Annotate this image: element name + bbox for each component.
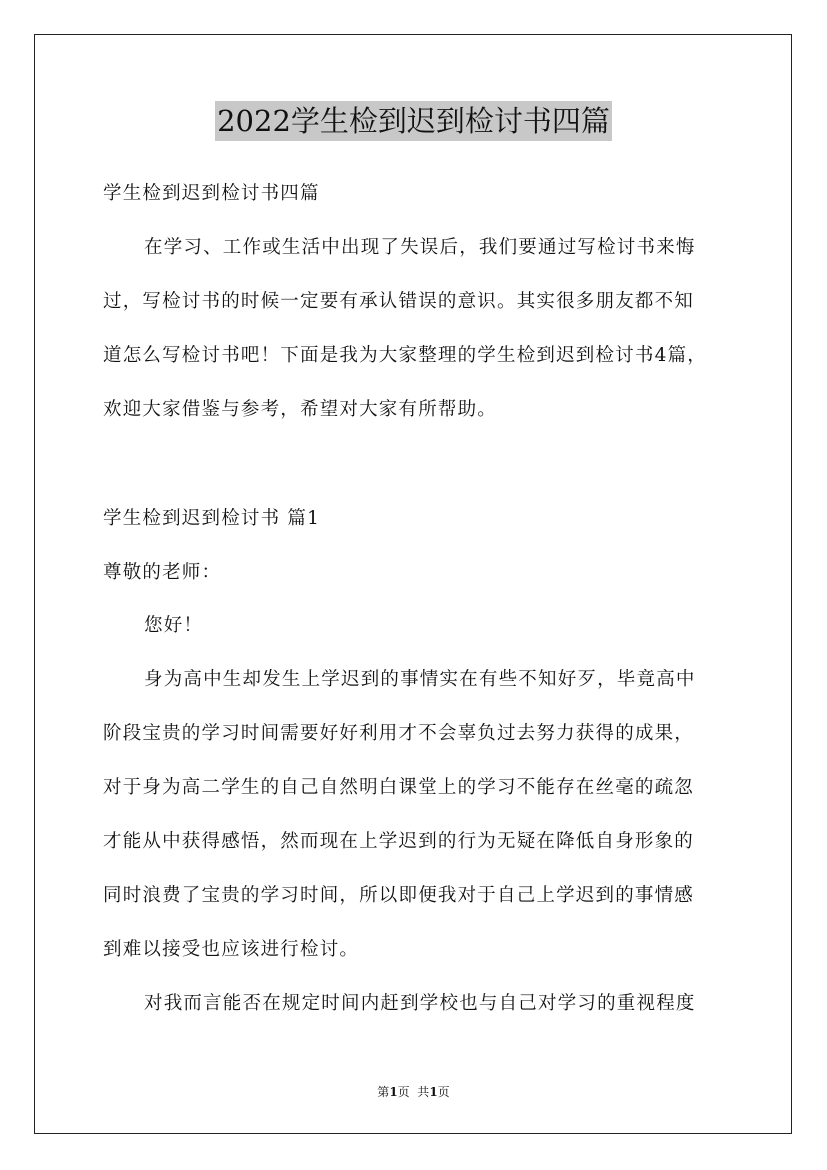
intro-line-3: 道怎么写检讨书吧！下面是我为大家整理的学生检到迟到检讨书4篇， bbox=[103, 345, 707, 366]
greeting: 您好！ bbox=[144, 615, 204, 636]
title-container bbox=[0, 101, 827, 141]
document-subtitle: 学生检到迟到检讨书四篇 bbox=[103, 183, 320, 204]
section-heading: 学生检到迟到检讨书 篇1 bbox=[103, 508, 321, 529]
body-line-6: 到难以接受也应该进行检讨。 bbox=[103, 939, 360, 960]
body-line-4: 才能从中获得感悟，然而现在上学迟到的行为无疑在降低自身形象的 bbox=[103, 831, 695, 852]
document-title: 2022学生检到迟到检讨书四篇 bbox=[215, 101, 612, 141]
intro-line-4: 欢迎大家借鉴与参考，希望对大家有所帮助。 bbox=[103, 399, 498, 420]
footer-mid: 页 共 bbox=[397, 1085, 430, 1099]
page-footer bbox=[0, 1084, 827, 1100]
body-line-7: 对我而言能否在规定时间内赶到学校也与自己对学习的重视程度 bbox=[144, 993, 696, 1014]
body-line-2: 阶段宝贵的学习时间需要好好利用才不会辜负过去努力获得的成果， bbox=[103, 723, 695, 744]
body-line-5: 同时浪费了宝贵的学习时间，所以即便我对于自己上学迟到的事情感 bbox=[103, 885, 695, 906]
footer-page-number: 1 bbox=[389, 1085, 398, 1099]
body-line-1: 身为高中生却发生上学迟到的事情实在有些不知好歹，毕竟高中 bbox=[144, 669, 696, 690]
footer-suffix: 页 bbox=[437, 1085, 450, 1099]
intro-line-1: 在学习、工作或生活中出现了失误后，我们要通过写检讨书来悔 bbox=[144, 237, 696, 258]
intro-line-2: 过，写检讨书的时候一定要有承认错误的意识。其实很多朋友都不知 bbox=[103, 291, 695, 312]
footer-page-total: 1 bbox=[429, 1085, 438, 1099]
footer-prefix: 第 bbox=[377, 1085, 390, 1099]
salutation: 尊敬的老师： bbox=[103, 562, 222, 583]
body-line-3: 对于身为高二学生的自己自然明白课堂上的学习不能存在丝毫的疏忽 bbox=[103, 777, 695, 798]
